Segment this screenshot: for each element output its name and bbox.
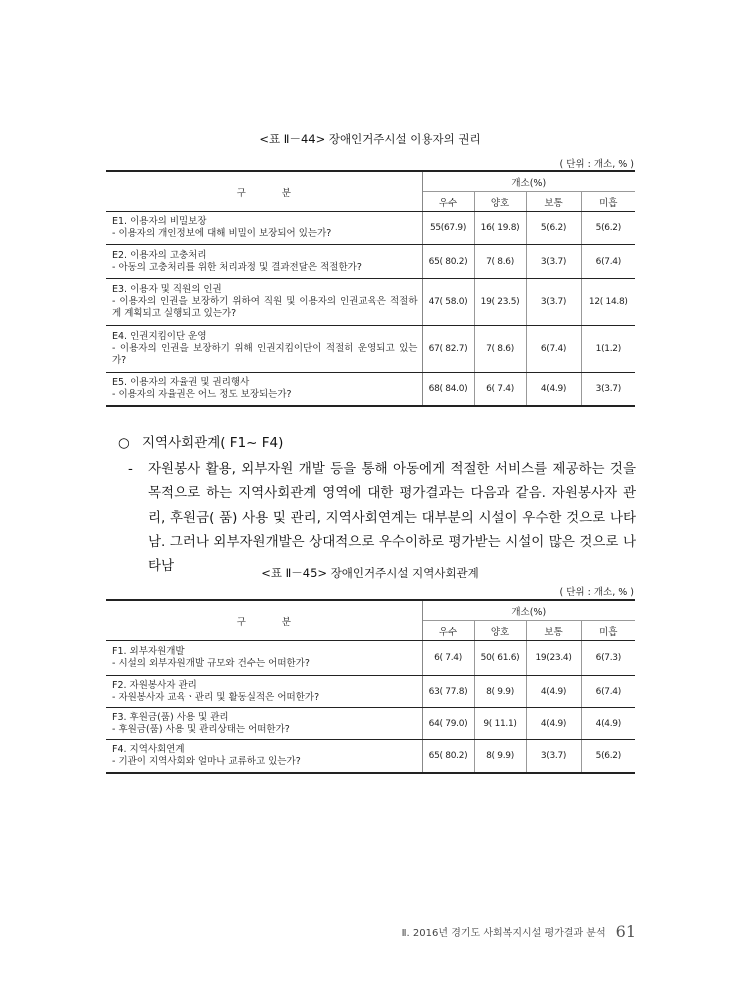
cell-average: 4(4.9) [526,708,581,740]
row-label [106,641,422,676]
row-title: E4. 인권지킴이단 운영 [112,331,207,342]
table1-header-category: 구분 [106,171,422,212]
row-title: F2. 자원봉사자 관리 [112,679,197,691]
cell-poor: 6(7.4) [581,245,635,279]
table-row [106,212,635,245]
cell-average: 6(7.4) [526,326,581,373]
page-footer [330,921,636,941]
table1-col-average: 보통 [526,192,581,212]
page-number: 61 [615,922,636,941]
row-description: - 기관이 지역사회와 얼마나 교류하고 있는가? [112,756,301,767]
row-label [106,740,422,774]
cell-poor: 6(7.4) [581,676,635,708]
cell-poor: 12( 14.8) [581,279,635,326]
cell-poor: 5(6.2) [581,212,635,245]
footer-chapter-title: Ⅱ. 2016년 경기도 사회복지시설 평가결과 분석 [401,928,606,939]
cell-good: 8( 9.9) [474,676,526,708]
row-label [106,373,422,407]
cell-excellent: 55(67.9) [422,212,474,245]
table1-col-good: 양호 [474,192,526,212]
cell-excellent: 65( 80.2) [422,740,474,774]
table2 [106,599,635,774]
table2-header-category: 구분 [106,600,422,641]
circle-bullet-icon: ○ [118,435,130,451]
table-row [106,641,635,676]
table2-header-group: 개소(%) [422,600,635,621]
cell-good: 9( 11.1) [474,708,526,740]
section-heading [118,431,283,451]
cell-excellent: 65( 80.2) [422,245,474,279]
cell-good: 7( 8.6) [474,326,526,373]
row-title: F3. 후원금(품) 사용 및 관리 [112,711,229,723]
table2-col-excellent: 우수 [422,621,474,641]
cell-poor: 4(4.9) [581,708,635,740]
cell-excellent: 63( 77.8) [422,676,474,708]
table1-caption: <표 Ⅱ－44> 장애인거주시설 이용자의 권리 [259,132,481,146]
cell-average: 4(4.9) [526,676,581,708]
table1-col-excellent: 우수 [422,192,474,212]
cell-average: 4(4.9) [526,373,581,407]
cell-poor: 5(6.2) [581,740,635,774]
table-row [106,373,635,407]
cell-excellent: 64( 79.0) [422,708,474,740]
cell-poor: 3(3.7) [581,373,635,407]
row-title: E2. 이용자의 고충처리 [112,249,207,261]
table1-unit: ( 단위 : 개소, % ) [559,159,634,170]
row-description: - 시설의 외부자원개발 규모와 건수는 어떠한가? [112,658,310,669]
table1 [106,170,635,407]
row-label [106,676,422,708]
table2-col-good: 양호 [474,621,526,641]
row-description: - 자원봉사자 교육ㆍ관리 및 활동실적은 어떠한가? [112,691,320,703]
row-title: E5. 이용자의 자율권 및 권리행사 [112,377,250,388]
table2-col-poor: 미흡 [581,621,635,641]
cell-average: 3(3.7) [526,245,581,279]
cell-good: 6( 7.4) [474,373,526,407]
row-label [106,245,422,279]
row-description: - 이용자의 자율권은 어느 정도 보장되는가? [112,389,292,400]
cell-good: 8( 9.9) [474,740,526,774]
table-row [106,245,635,279]
table-row [106,279,635,326]
section-paragraph [128,457,636,578]
cell-excellent: 47( 58.0) [422,279,474,326]
row-label [106,708,422,740]
table1-col-poor: 미흡 [581,192,635,212]
section-title: 지역사회관계( F1~ F4) [142,435,284,451]
row-title: F4. 지역사회연계 [112,744,185,755]
cell-average: 19(23.4) [526,641,581,676]
row-title: F1. 외부자원개발 [112,646,185,657]
cell-average: 5(6.2) [526,212,581,245]
cell-average: 3(3.7) [526,279,581,326]
cell-poor: 1(1.2) [581,326,635,373]
cell-excellent: 67( 82.7) [422,326,474,373]
cell-good: 19( 23.5) [474,279,526,326]
cell-good: 7( 8.6) [474,245,526,279]
paragraph-text: 자원봉사 활용, 외부자원 개발 등을 통해 아동에게 적절한 서비스를 제공하는 것을 목적으로 하는 지역사회관계 영역에 대한 평가결과는 다음과 같음. 자원봉사자 관리, 후원금( 품) 사용 및 관리, 지역사회연계는 대부분의 시설이 우수한 것으로 나타남. 그러나 외부자원개발은 상대적으로 우수이하로 평가받는 시설이 많은 것으로 나타남 [148,461,636,575]
cell-good: 16( 19.8) [474,212,526,245]
cell-average: 3(3.7) [526,740,581,774]
table2-unit: ( 단위 : 개소, % ) [559,587,634,598]
row-description: - 이용자의 인권을 보장하기 위하여 직원 및 이용자의 인권교육은 적절하게 계획되고 실행되고 있는가? [112,296,418,319]
cell-excellent: 6( 7.4) [422,641,474,676]
table2-col-average: 보통 [526,621,581,641]
row-description: - 이용자의 인권을 보장하기 위해 인권지킴이단이 적절히 운영되고 있는가? [112,343,418,366]
table-row [106,740,635,774]
table-row [106,326,635,373]
row-description: - 아동의 고충처리를 위한 처리과정 및 결과전달은 적절한가? [112,261,362,273]
row-label [106,326,422,373]
row-description: - 후원금(품) 사용 및 관리상태는 어떠한가? [112,723,290,735]
row-label [106,279,422,326]
row-title: E1. 이용자의 비밀보장 [112,216,207,227]
table2-caption: <표 Ⅱ－45> 장애인거주시설 지역사회관계 [261,566,479,580]
table-row [106,676,635,708]
cell-good: 50( 61.6) [474,641,526,676]
row-label [106,212,422,245]
cell-excellent: 68( 84.0) [422,373,474,407]
cell-poor: 6(7.3) [581,641,635,676]
row-description: - 이용자의 개인정보에 대해 비밀이 보장되어 있는가? [112,228,332,239]
table1-header-group: 개소(%) [422,171,635,192]
dash-bullet-icon: - [128,461,133,477]
table-row [106,708,635,740]
row-title: E3. 이용자 및 직원의 인권 [112,284,222,295]
